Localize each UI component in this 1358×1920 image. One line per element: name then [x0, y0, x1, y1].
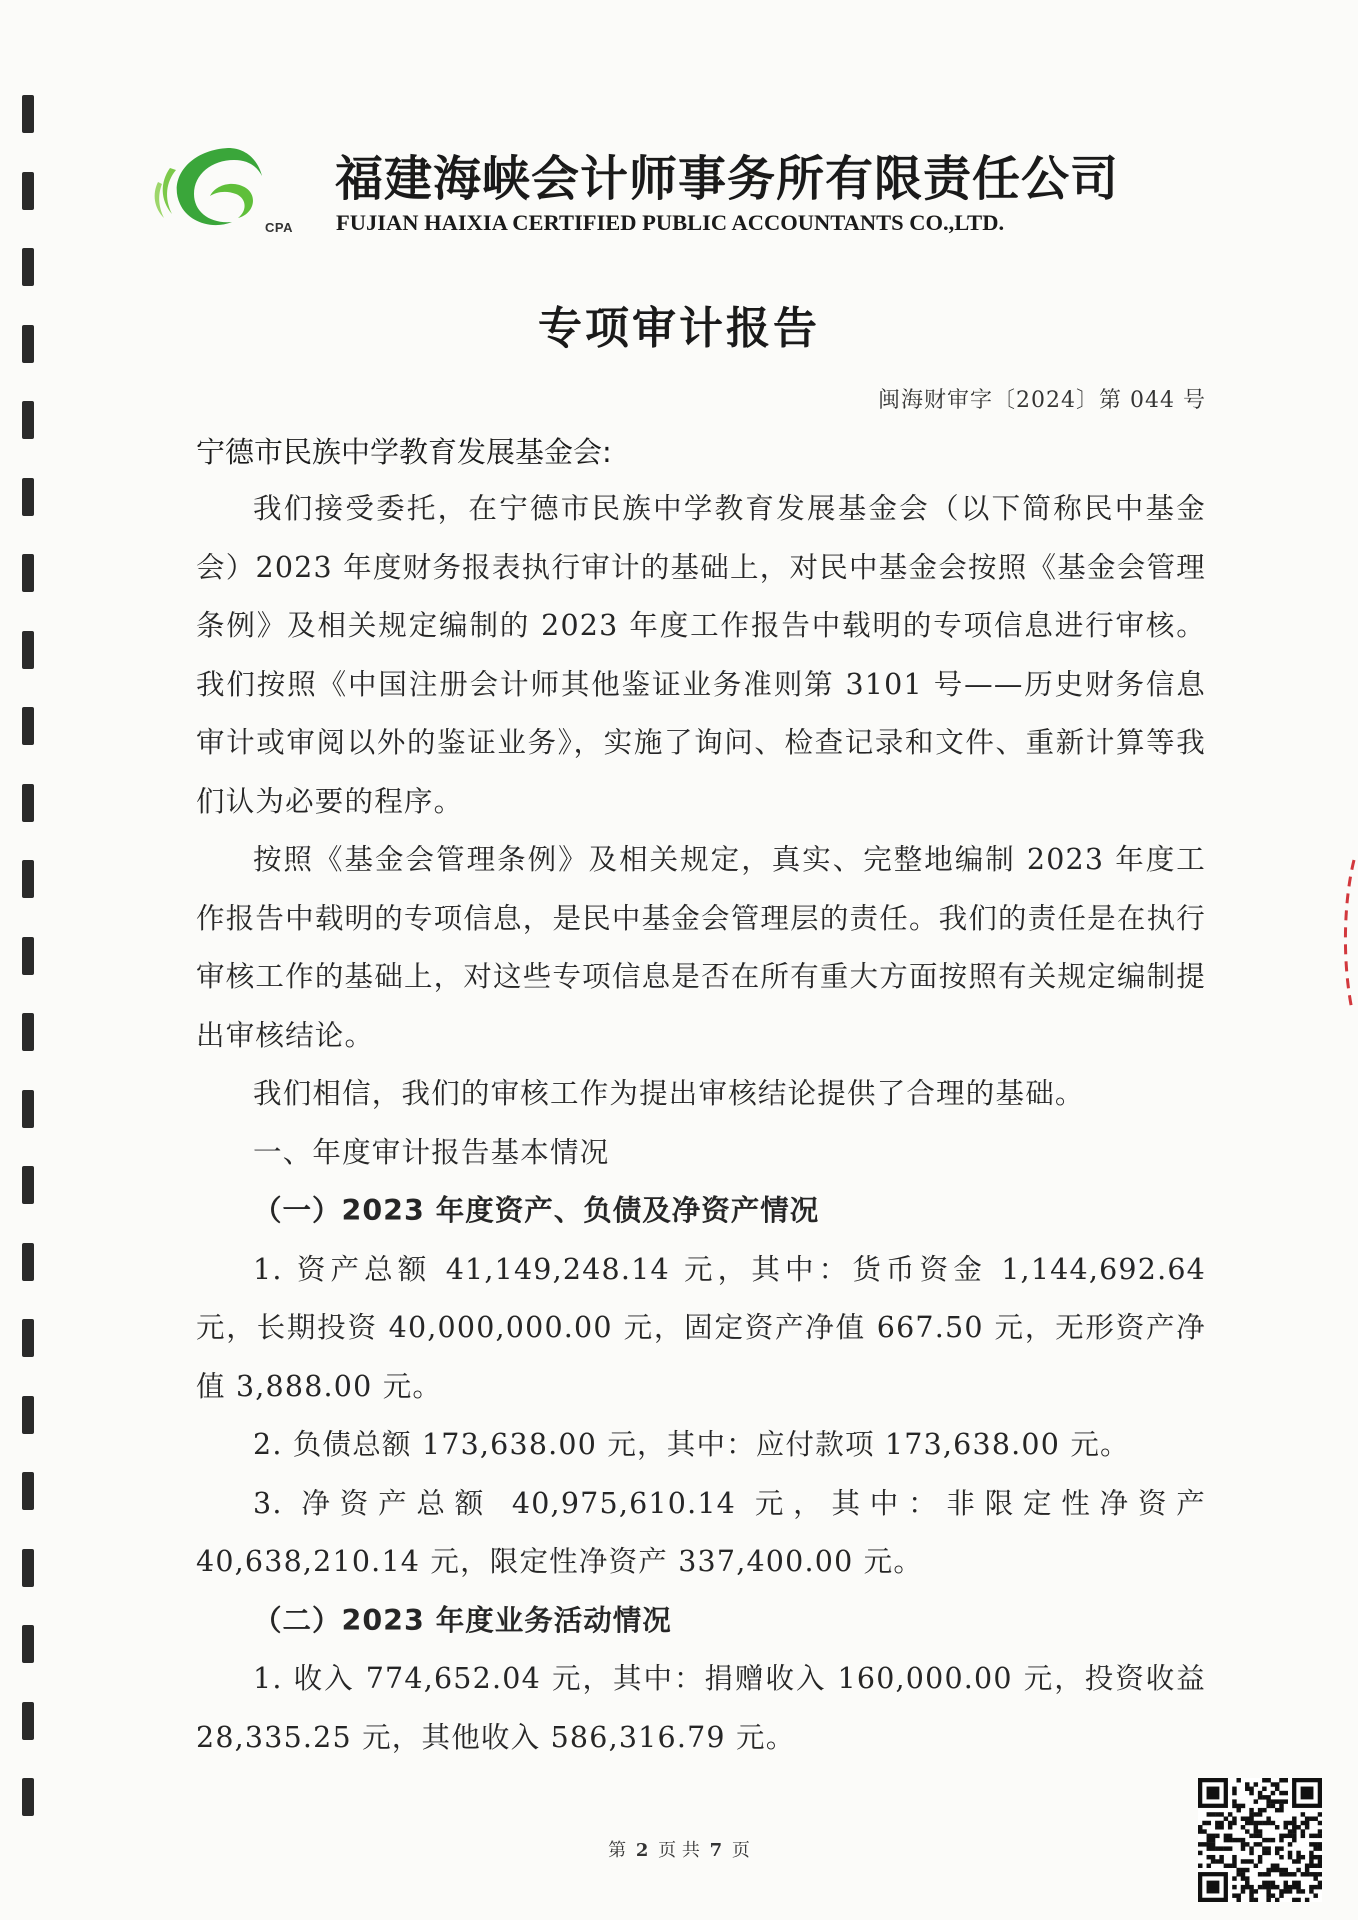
binding-hole [22, 248, 34, 286]
binding-hole [22, 1166, 34, 1204]
binding-hole [22, 631, 34, 669]
item-total-assets: 1. 资产总额 41,149,248.14 元，其中：货币资金 1,144,692.64 元，长期投资 40,000,000.00 元，固定资产净值 667.50 元，无形资产净值 3,888.00 元。 [196, 1252, 1206, 1403]
paragraph-responsibility: 按照《基金会管理条例》及相关规定，真实、完整地编制 2023 年度工作报告中载明的专项信息，是民中基金会管理层的责任。我们的责任是在执行审核工作的基础上，对这些专项信息是否在所有重大方面按照有关规定编制提出审核结论。 [196, 843, 1206, 1052]
paragraph-basis: 我们相信，我们的审核工作为提出审核结论提供了合理的基础。 [253, 1077, 1085, 1110]
binding-hole [22, 1702, 34, 1740]
binding-hole [22, 401, 34, 439]
binding-hole [22, 1625, 34, 1663]
report-title: 专项审计报告 [538, 303, 820, 354]
binding-hole [22, 95, 34, 133]
qr-code-icon [1198, 1778, 1322, 1902]
binding-hole [22, 860, 34, 898]
item-total-liabilities: 2. 负债总额 173,638.00 元，其中：应付款项 173,638.00 元。 [253, 1428, 1130, 1461]
binding-hole [22, 707, 34, 745]
addressee: 宁德市民族中学教育发展基金会: [196, 435, 612, 469]
binding-hole [22, 1549, 34, 1587]
page-suffix: 页 [731, 1840, 750, 1861]
binding-hole [22, 172, 34, 210]
page-footer [0, 1836, 1358, 1862]
page-total: 7 [709, 1840, 723, 1861]
report-body [196, 480, 1206, 1767]
binding-hole [22, 1243, 34, 1281]
item-net-assets: 3. 净资产总额 40,975,610.14 元，其中：非限定性净资产 40,638,210.14 元，限定性净资产 337,400.00 元。 [196, 1486, 1206, 1578]
cpa-logo-icon [150, 138, 300, 238]
subsection-heading-activities: （二）2023 年度业务活动情况 [253, 1603, 672, 1637]
binding-hole [22, 1319, 34, 1357]
page-current: 2 [635, 1840, 649, 1861]
binding-hole [22, 1013, 34, 1051]
firm-name-en: FUJIAN HAIXIA CERTIFIED PUBLIC ACCOUNTANTS CO.,LTD. [336, 210, 1005, 235]
paragraph-engagement: 我们接受委托，在宁德市民族中学教育发展基金会（以下简称民中基金会）2023 年度财务报表执行审计的基础上，对民中基金会按照《基金会管理条例》及相关规定编制的 2023 年度工作报告中载明的专项信息进行审核。我们按照《中国注册会计师其他鉴证业务准则第 3101 号——历史财务信息审计或审阅以外的鉴证业务》，实施了询问、检查记录和文件、重新计算等我们认为必要的程序。 [196, 492, 1206, 818]
binding-hole [22, 554, 34, 592]
binding-strip [22, 95, 36, 1895]
binding-hole [22, 1090, 34, 1128]
binding-hole [22, 1778, 34, 1816]
section-heading-1: 一、年度审计报告基本情况 [253, 1135, 610, 1169]
binding-hole [22, 1396, 34, 1434]
binding-hole [22, 937, 34, 975]
logo-cpa-text: CPA [265, 220, 293, 235]
binding-hole [22, 1472, 34, 1510]
seal-edge-icon [1332, 850, 1358, 1020]
firm-name-cn: 福建海峡会计师事务所有限责任公司 [335, 151, 1120, 207]
item-income: 1. 收入 774,652.04 元，其中：捐赠收入 160,000.00 元，投资收益 28,335.25 元，其他收入 586,316.79 元。 [196, 1662, 1206, 1754]
binding-hole [22, 478, 34, 516]
doc-number: 闽海财审字〔2024〕第 044 号 [878, 388, 1206, 413]
page-prefix: 第 [608, 1840, 627, 1861]
binding-hole [22, 784, 34, 822]
subsection-heading-assets: （一）2023 年度资产、负债及净资产情况 [253, 1194, 820, 1227]
firm-header [150, 130, 1210, 240]
page-middle: 页 共 [658, 1840, 700, 1861]
